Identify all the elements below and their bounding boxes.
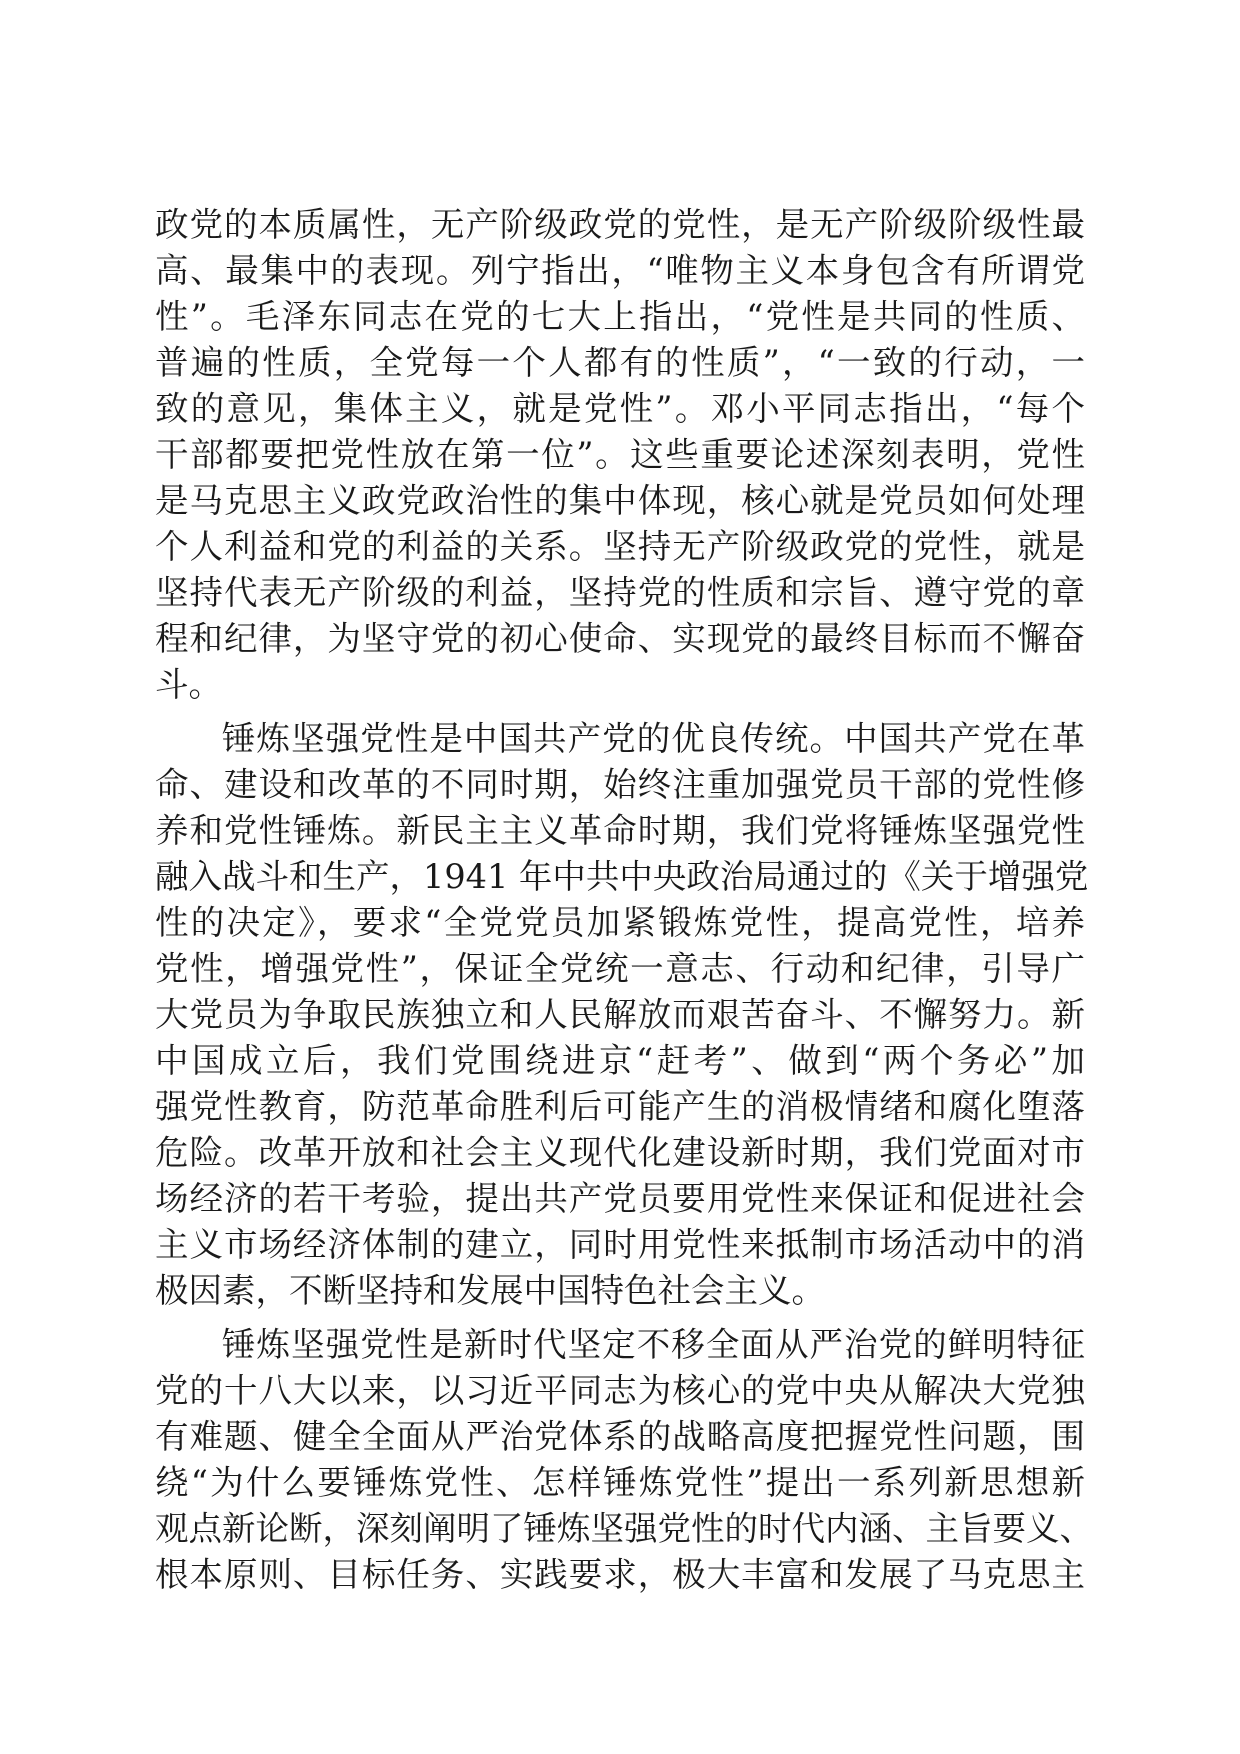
- text-line: 致的意见，集体主义，就是党性”。邓小平同志指出，“每个: [155, 389, 1085, 428]
- text-line: 锤炼坚强党性是中国共产党的优良传统。中国共产党在革: [222, 719, 1085, 758]
- text-line: 个人利益和党的利益的关系。坚持无产阶级政党的党性，就是: [155, 527, 1085, 566]
- text-line: 是马克思主义政党政治性的集中体现，核心就是党员如何处理: [155, 481, 1085, 520]
- text-line: 有难题、健全全面从严治党体系的战略高度把握党性问题，围: [155, 1417, 1085, 1456]
- text-line: 危险。改革开放和社会主义现代化建设新时期，我们党面对市: [155, 1133, 1085, 1172]
- paragraph-2: [155, 716, 1089, 1314]
- paragraph-spacer: [155, 708, 1085, 716]
- text-line: 党的十八大以来，以习近平同志为核心的党中央从解决大党独: [155, 1371, 1085, 1410]
- text-line: 主义市场经济体制的建立，同时用党性来抵制市场活动中的消: [155, 1225, 1085, 1264]
- text-line: 极因素，不断坚持和发展中国特色社会主义。: [155, 1271, 825, 1310]
- text-line: 程和纪律，为坚守党的初心使命、实现党的最终目标而不懈奋: [155, 619, 1085, 658]
- paragraph-1: [155, 202, 1085, 708]
- text-line: 斗。: [155, 665, 222, 704]
- text-line: 政党的本质属性，无产阶级政党的党性，是无产阶级阶级性最: [155, 205, 1085, 244]
- document-body: [155, 202, 1093, 1598]
- text-line: 坚持代表无产阶级的利益，坚持党的性质和宗旨、遵守党的章: [155, 573, 1085, 612]
- text-line: 融入战斗和生产，1941 年中共中央政治局通过的《关于增强党: [155, 857, 1089, 896]
- text-line: 中国成立后，我们党围绕进京“赶考”、做到“两个务必”加: [155, 1041, 1085, 1080]
- paragraph-3: [155, 1322, 1093, 1598]
- text-line: 党性，增强党性”，保证全党统一意志、行动和纪律，引导广: [155, 949, 1085, 988]
- text-line: 根本原则、目标任务、实践要求，极大丰富和发展了马克思主: [155, 1555, 1085, 1594]
- text-line: 性”。毛泽东同志在党的七大上指出，“党性是共同的性质、: [155, 297, 1085, 336]
- text-line: 普遍的性质，全党每一个人都有的性质”，“一致的行动，一: [155, 343, 1085, 382]
- text-line: 场经济的若干考验，提出共产党员要用党性来保证和促进社会: [155, 1179, 1085, 1218]
- text-line: 锤炼坚强党性是新时代坚定不移全面从严治党的鲜明特征: [222, 1325, 1085, 1364]
- text-line: 干部都要把党性放在第一位”。这些重要论述深刻表明，党性: [155, 435, 1085, 474]
- text-line: 强党性教育，防范革命胜利后可能产生的消极情绪和腐化堕落: [155, 1087, 1085, 1126]
- text-line: 观点新论断，深刻阐明了锤炼坚强党性的时代内涵、主旨要义、: [155, 1509, 1093, 1548]
- text-line: 大党员为争取民族独立和人民解放而艰苦奋斗、不懈努力。新: [155, 995, 1085, 1034]
- paragraph-spacer: [155, 1314, 1085, 1322]
- text-line: 高、最集中的表现。列宁指出，“唯物主义本身包含有所谓党: [155, 251, 1085, 290]
- text-line: 养和党性锤炼。新民主主义革命时期，我们党将锤炼坚强党性: [155, 811, 1085, 850]
- text-line: 性的决定》，要求“全党党员加紧锻炼党性，提高党性，培养: [155, 903, 1085, 942]
- text-line: 绕“为什么要锤炼党性、怎样锤炼党性”提出一系列新思想新: [155, 1463, 1085, 1502]
- text-line: 命、建设和改革的不同时期，始终注重加强党员干部的党性修: [155, 765, 1085, 804]
